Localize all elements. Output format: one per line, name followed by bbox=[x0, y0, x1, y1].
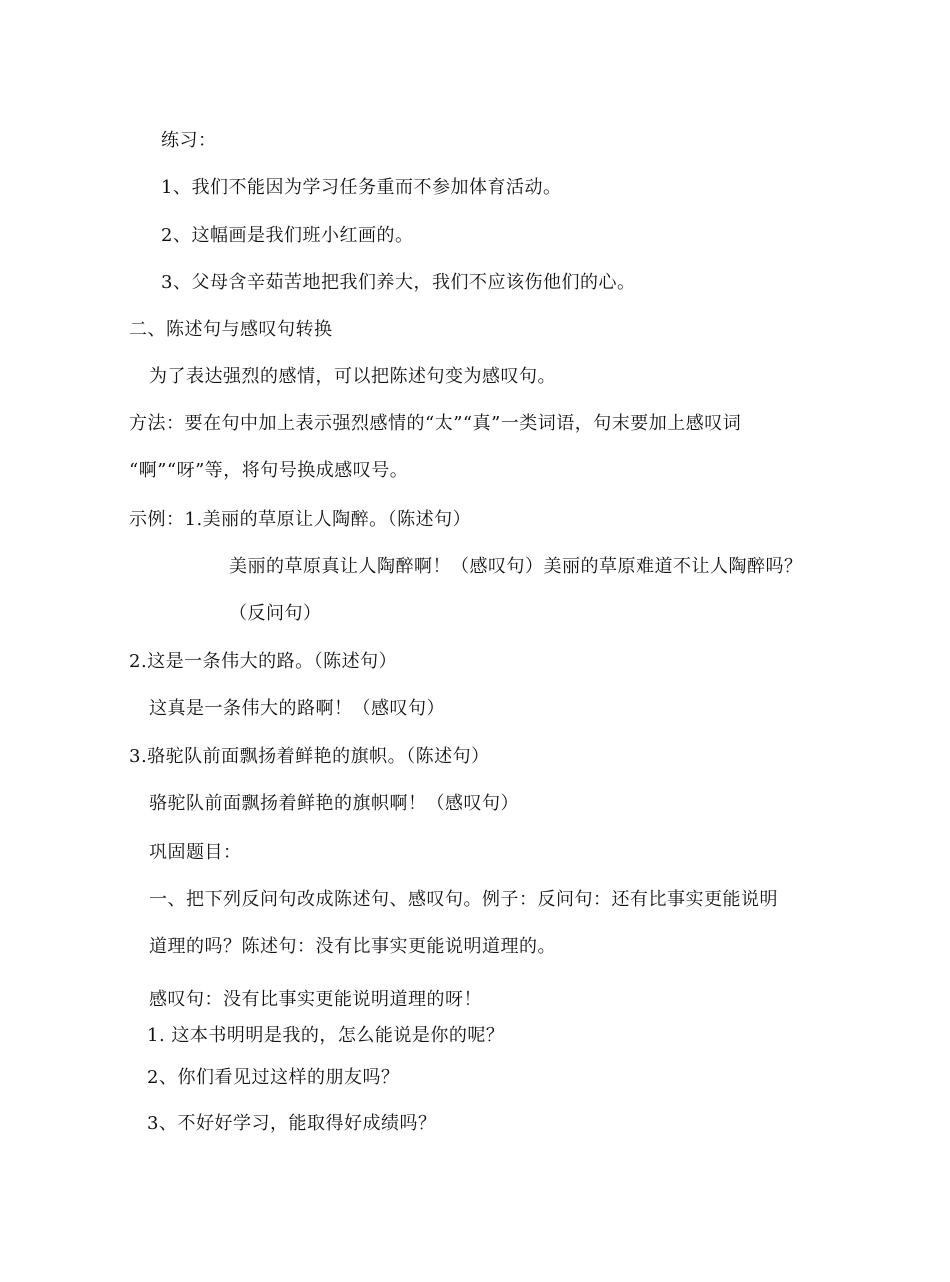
section-title: 二、陈述句与感叹句转换 bbox=[129, 319, 333, 340]
example-2-exclamation: 这真是一条伟大的路啊！（感叹句） bbox=[149, 698, 445, 719]
example-1-exclamation-line-2: （反问句） bbox=[229, 603, 322, 624]
consolidation-heading: 巩固题目： bbox=[149, 842, 242, 863]
task-line-3: 感叹句：没有比事实更能说明道理的呀！ bbox=[149, 989, 482, 1010]
exercise-item-2: 2、这幅画是我们班小红画的。 bbox=[161, 225, 414, 246]
example-1-statement: 示例：1.美丽的草原让人陶醉。（陈述句） bbox=[129, 509, 472, 530]
method-line-2: “啊”“呀”等，将句号换成感叹号。 bbox=[129, 460, 409, 481]
method-line-1: 方法：要在句中加上表示强烈感情的“太”“真”一类词语，句末要加上感叹词 bbox=[129, 413, 742, 434]
question-2: 2、你们看见过这样的朋友吗？ bbox=[147, 1067, 400, 1088]
exercise-item-1: 1、我们不能因为学习任务重而不参加体育活动。 bbox=[161, 177, 562, 198]
example-3-statement: 3.骆驼队前面飘扬着鲜艳的旗帜。（陈述句） bbox=[129, 746, 490, 767]
section-intro: 为了表达强烈的感情，可以把陈述句变为感叹句。 bbox=[149, 366, 556, 387]
task-line-2: 道理的吗？陈述句：没有比事实更能说明道理的。 bbox=[149, 936, 556, 957]
exercise-item-3: 3、父母含辛茹苦地把我们养大，我们不应该伤他们的心。 bbox=[161, 272, 636, 293]
question-3: 3、不好好学习，能取得好成绩吗？ bbox=[147, 1113, 437, 1134]
example-3-exclamation: 骆驼队前面飘扬着鲜艳的旗帜啊！（感叹句） bbox=[149, 793, 519, 814]
task-line-1: 一、把下列反问句改成陈述句、感叹句。例子：反问句：还有比事实更能说明 bbox=[149, 889, 778, 910]
example-2-statement: 2.这是一条伟大的路。（陈述句） bbox=[129, 651, 398, 672]
example-1-exclamation-line-1: 美丽的草原真让人陶醉啊！（感叹句）美丽的草原难道不让人陶醉吗？ bbox=[229, 556, 803, 577]
exercise-heading: 练习： bbox=[161, 130, 217, 151]
question-1: 1. 这本书明明是我的，怎么能说是你的呢？ bbox=[147, 1025, 505, 1046]
